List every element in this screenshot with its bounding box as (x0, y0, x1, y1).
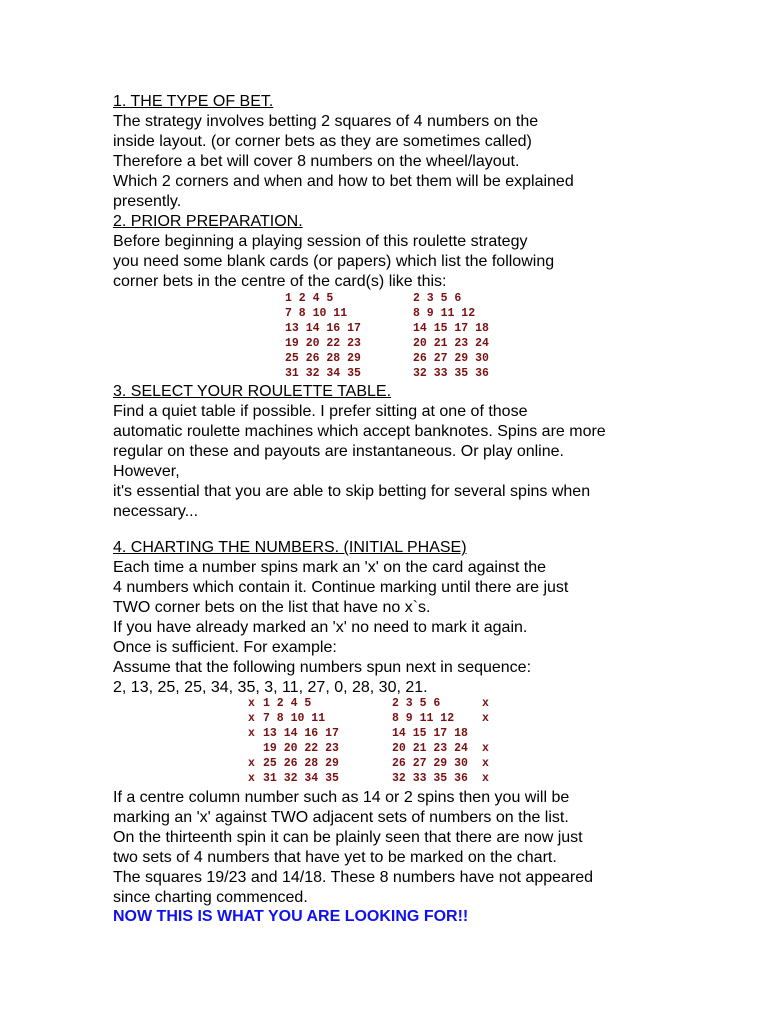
section-1-line: inside layout. (or corner bets as they are sometimes called) (113, 133, 532, 150)
section-4-line: 2, 13, 25, 25, 34, 35, 3, 11, 27, 0, 28, 30, 21. (113, 679, 428, 696)
section-3-line: it's essential that you are able to skip betting for several spins when (113, 483, 591, 500)
chart-mark-right: x (482, 757, 489, 770)
callout-text: NOW THIS IS WHAT YOU ARE LOOKING FOR!! (113, 908, 469, 925)
section-3-line: automatic roulette machines which accept banknotes. Spins are more (113, 423, 606, 440)
section-4-line: TWO corner bets on the list that have no x`s. (113, 599, 431, 616)
chart-mark-left: x (248, 772, 255, 785)
section-2-heading: 2. PRIOR PREPARATION. (113, 213, 303, 230)
chart-mark-right: x (482, 697, 489, 710)
card-right-cell: 2 3 5 6 (413, 292, 462, 305)
card-right-cell: 26 27 29 30 (413, 352, 489, 365)
chart-left-cell: 25 26 28 29 (263, 757, 339, 770)
section-4-line: Each time a number spins mark an 'x' on the card against the (113, 559, 546, 576)
chart-mark-right: x (482, 742, 489, 755)
section-1-heading: 1. THE TYPE OF BET. (113, 93, 274, 110)
card-left-cell: 31 32 34 35 (285, 367, 361, 380)
chart-right-cell: 26 27 29 30 (392, 757, 468, 770)
chart-left-cell: 31 32 34 35 (263, 772, 339, 785)
section-4-after-line: On the thirteenth spin it can be plainly seen that there are now just (113, 829, 583, 846)
section-1-line: The strategy involves betting 2 squares of 4 numbers on the (113, 113, 539, 130)
chart-left-cell: 7 8 10 11 (263, 712, 326, 725)
card-left-cell: 13 14 16 17 (285, 322, 361, 335)
section-1-line: Therefore a bet will cover 8 numbers on the wheel/layout. (113, 153, 520, 170)
section-1-line: presently. (113, 193, 182, 210)
chart-mark-left: x (248, 712, 255, 725)
chart-right-cell: 2 3 5 6 (392, 697, 441, 710)
chart-right-cell: 8 9 11 12 (392, 712, 455, 725)
section-2-line: you need some blank cards (or papers) which list the following (113, 253, 555, 270)
section-1-line: Which 2 corners and when and how to bet them will be explained (113, 173, 574, 190)
section-3-line: However, (113, 463, 180, 480)
section-4-heading: 4. CHARTING THE NUMBERS. (INITIAL PHASE) (113, 539, 467, 556)
card-right-cell: 14 15 17 18 (413, 322, 489, 335)
section-3-heading: 3. SELECT YOUR ROULETTE TABLE. (113, 383, 392, 400)
chart-mark-right: x (482, 712, 489, 725)
chart-left-cell: 1 2 4 5 (263, 697, 312, 710)
section-4-after-line: two sets of 4 numbers that have yet to be marked on the chart. (113, 849, 557, 866)
chart-mark-left: x (248, 697, 255, 710)
section-2-line: Before beginning a playing session of this roulette strategy (113, 233, 528, 250)
section-2-line: corner bets in the centre of the card(s) like this: (113, 273, 447, 290)
chart-mark-left: x (248, 757, 255, 770)
section-4-line: If you have already marked an 'x' no need to mark it again. (113, 619, 528, 636)
chart-left-cell: 13 14 16 17 (263, 727, 339, 740)
card-right-cell: 20 21 23 24 (413, 337, 489, 350)
chart-right-cell: 32 33 35 36 (392, 772, 468, 785)
chart-mark-left: x (248, 727, 255, 740)
chart-right-cell: 20 21 23 24 (392, 742, 468, 755)
section-4-after-line: since charting commenced. (113, 889, 308, 906)
chart-right-cell: 14 15 17 18 (392, 727, 468, 740)
section-4-after-line: The squares 19/23 and 14/18. These 8 numbers have not appeared (113, 869, 594, 886)
card-right-cell: 32 33 35 36 (413, 367, 489, 380)
section-4-after-line: If a centre column number such as 14 or 2 spins then you will be (113, 789, 570, 806)
section-4-line: 4 numbers which contain it. Continue marking until there are just (113, 579, 569, 596)
section-3-line: Find a quiet table if possible. I prefer sitting at one of those (113, 403, 528, 420)
section-3-line: regular on these and payouts are instantaneous. Or play online. (113, 443, 564, 460)
chart-mark-right: x (482, 772, 489, 785)
section-3-line: necessary... (113, 503, 199, 520)
section-4-line: Assume that the following numbers spun next in sequence: (113, 659, 532, 676)
section-4-line: Once is sufficient. For example: (113, 639, 337, 656)
card-left-cell: 25 26 28 29 (285, 352, 361, 365)
card-left-cell: 7 8 10 11 (285, 307, 348, 320)
card-left-cell: 19 20 22 23 (285, 337, 361, 350)
card-right-cell: 8 9 11 12 (413, 307, 476, 320)
section-4-after-line: marking an 'x' against TWO adjacent sets of numbers on the list. (113, 809, 569, 826)
card-left-cell: 1 2 4 5 (285, 292, 334, 305)
chart-left-cell: 19 20 22 23 (263, 742, 339, 755)
